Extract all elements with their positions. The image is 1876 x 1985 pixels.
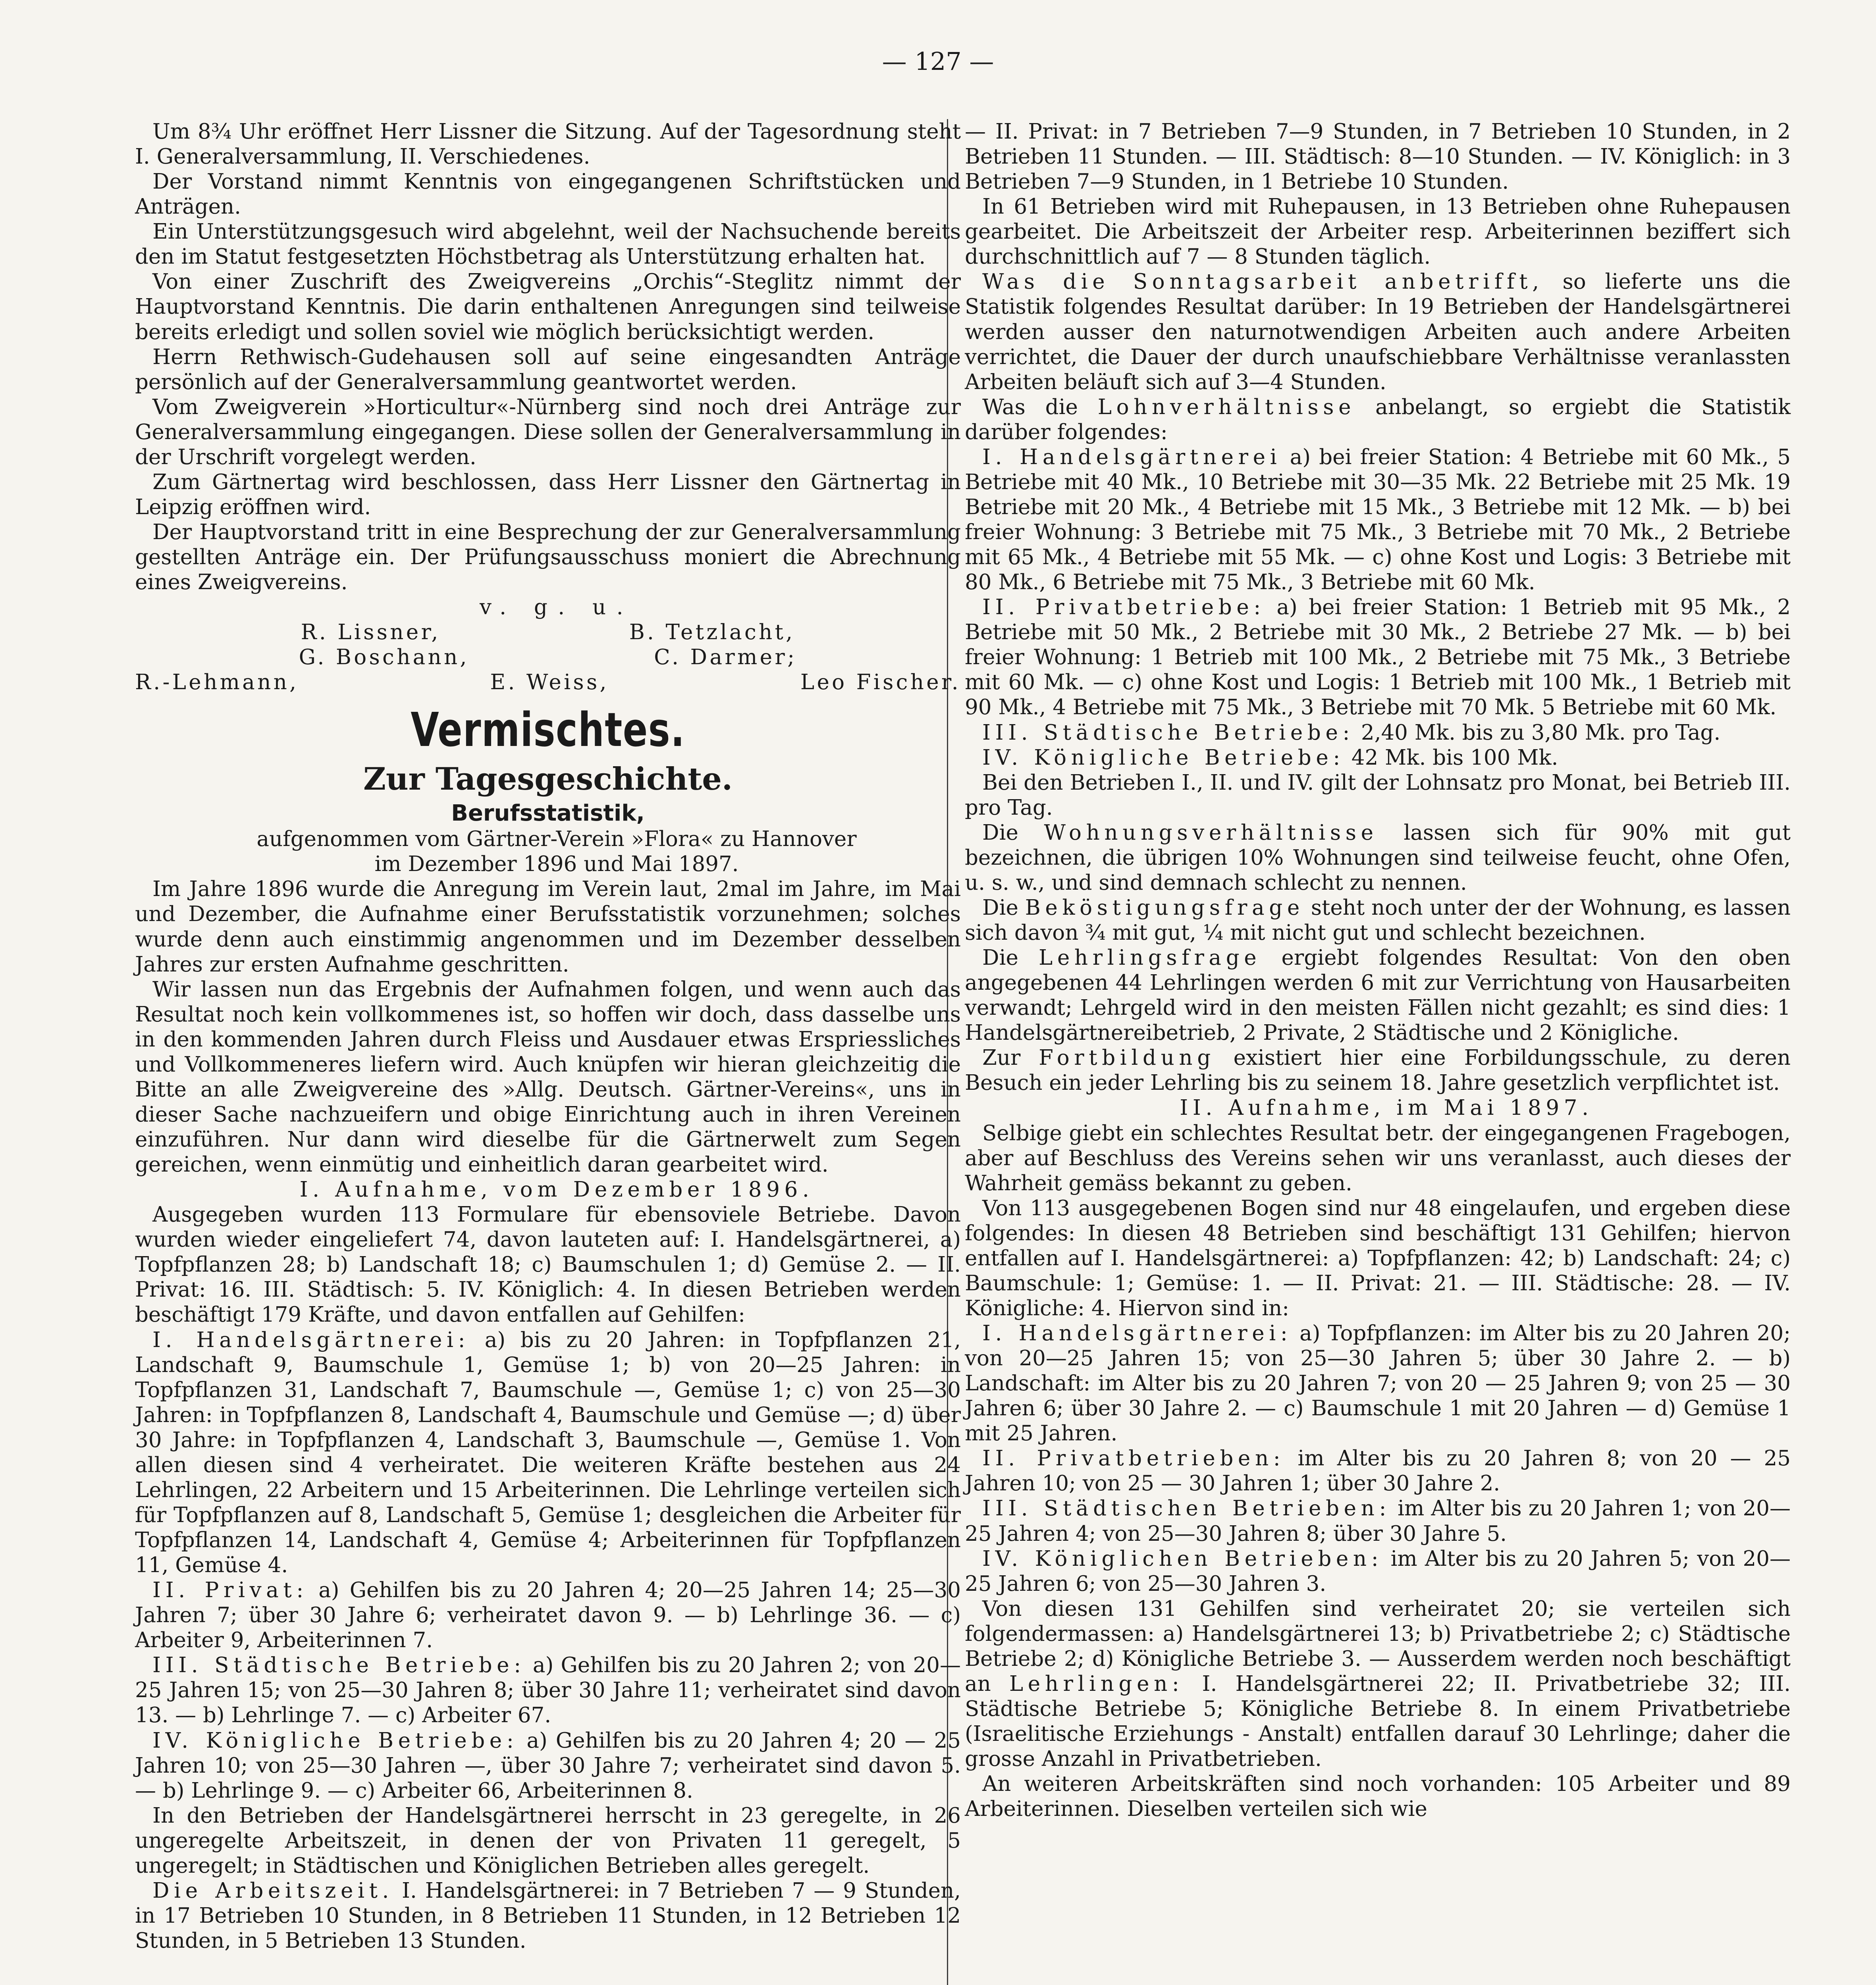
spaced-term: I. Handelsgärtnerei — [982, 445, 1282, 469]
paragraph — [135, 1578, 961, 1653]
paragraph — [135, 1728, 961, 1803]
article-title: Berufsstatistik, — [451, 800, 645, 826]
paragraph — [965, 895, 1791, 945]
spaced-term: I. Handelsgärtnerei: — [982, 1321, 1292, 1345]
signature-row — [135, 620, 961, 645]
paragraph: Der Vorstand nimmt Kenntnis von eingegangenen Schriftstücken und Anträgen. — [135, 170, 961, 219]
paragraph — [135, 1653, 961, 1728]
paragraph-text: Von diesen 131 Gehilfen sind verheiratet 20; sie verteilen sich folgendermassen: a) Handelsgärtnerei 13; b) Privatbetriebe 2; c) Städtische Betriebe 2; d) Königliche Betriebe 3. — Ausserdem werden noch beschäftigt an — [965, 1596, 1791, 1696]
paragraph-text: im Alter bis zu 20 Jahren 5; von 20—25 Jahren 6; von 25—30 Jahren 3. — [965, 1546, 1791, 1596]
paragraph-text: Die — [982, 895, 1025, 920]
paragraph-text: im Alter bis zu 20 Jahren 1; von 20—25 Jahren 4; von 25—30 Jahren 8; über 30 Jahre 5. — [965, 1496, 1791, 1546]
page-number: — 127 — — [882, 47, 994, 76]
paragraph — [135, 1878, 961, 1953]
paragraph-text: a) Gehilfen bis zu 20 Jahren 4; 20—25 Jahren 14; 25—30 Jahren 7; über 30 Jahre 6; verheiratet davon 9. — b) Lehrlinge 36. — c) Arbeiter 9, Arbeiterinnen 7. — [135, 1578, 961, 1653]
paragraph-text: a) bei freier Station: 4 Betriebe mit 60 Mk., 5 Betriebe mit 40 Mk., 10 Betriebe mit 30—35 Mk. 22 Betriebe mit 25 Mk. 19 Betriebe mit 20 Mk., 4 Betriebe mit 15 Mk., 3 Betriebe mit 12 Mk. — b) bei freier Wohnung: 3 Betriebe mit 75 Mk., 3 Betriebe mit 70 Mk., 2 Betriebe mit 65 Mk., 4 Betriebe mit 55 Mk. — c) ohne Kost und Logis: 3 Betriebe mit 80 Mk., 6 Betriebe mit 75 Mk., 3 Betriebe mit 60 Mk. — [965, 445, 1791, 595]
left-column — [135, 119, 961, 1953]
paragraph: — II. Privat: in 7 Betrieben 7—9 Stunden, in 7 Betrieben 10 Stunden, in 2 Betrieben 11 Stunden. — III. Städtisch: 8—10 Stunden. — IV. Königlich: in 3 Betrieben 7—9 Stunden, in 1 Betriebe 10 Stunden. — [965, 119, 1791, 194]
paragraph-text: Was die — [982, 395, 1098, 419]
paragraph-text: a) Gehilfen bis zu 20 Jahren 2; von 20—25 Jahren 15; von 25—30 Jahren 8; über 30 Jahre 11; verheiratet sind davon 13. — b) Lehrlinge 7. — c) Arbeiter 67. — [135, 1653, 961, 1728]
paragraph: Ein Unterstützungsgesuch wird abgelehnt, weil der Nachsuchende bereits den im Statut festgesetzten Höchstbetrag als Unterstützung erhalten hat. — [135, 220, 961, 269]
signatory: R.-Lehmann, — [135, 670, 299, 695]
signatory: B. Tetzlacht, — [629, 620, 795, 645]
subsection-heading: Zur Tagesgeschichte. — [363, 761, 733, 798]
spaced-term: II. Privat: — [152, 1578, 308, 1603]
paragraph — [965, 1546, 1791, 1596]
paragraph — [965, 745, 1791, 770]
paragraph: Vom Zweigverein »Horticultur«-Nürnberg sind noch drei Anträge zur Generalversammlung eingegangen. Diese sollen der Generalversammlung in der Urschrift vorgelegt werden. — [135, 395, 961, 469]
paragraph: In den Betrieben der Handelsgärtnerei herrscht in 23 geregelte, in 26 ungeregelte Arbeitszeit, in denen der von Privaten 11 geregelt, 5 ungeregelt; in Städtischen und Königlichen Betrieben alles geregelt. — [135, 1803, 961, 1878]
spaced-term: Lehrlingen: — [1009, 1671, 1184, 1696]
spaced-term: Wohnungsverhältnisse — [1044, 820, 1378, 845]
survey-heading-text: I. Aufnahme, vom Dezember 1896. — [299, 1178, 814, 1202]
paragraph-text: lassen sich für 90% mit gut bezeichnen, die übrigen 10% Wohnungen sind teilweise feucht, ohne Ofen, u. s. w., und sind demnach schlecht zu nennen. — [965, 820, 1791, 895]
paragraph — [965, 1446, 1791, 1496]
spaced-term: Lehrlingsfrage — [1039, 946, 1261, 970]
paragraph — [965, 1321, 1791, 1446]
paragraph: Im Jahre 1896 wurde die Anregung im Verein laut, 2mal im Jahre, im Mai und Dezember, die Aufnahme einer Berufsstatistik vorzunehmen; solches wurde denn auch einstimmig angenommen und im Dezember desselben Jahres zur ersten Aufnahme geschritten. — [135, 877, 961, 977]
paragraph — [965, 445, 1791, 595]
spaced-term: Fortbildung — [1039, 1046, 1215, 1070]
paragraph-text: anbelangt, so ergiebt die Statistik darüber folgendes: — [965, 395, 1791, 444]
signatory: R. Lissner, — [301, 620, 441, 645]
paragraph — [135, 1328, 961, 1578]
paragraph — [965, 1596, 1791, 1771]
paragraph-text: im Alter bis zu 20 Jahren 8; von 20 — 25 Jahren 10; von 25 — 30 Jahren 1; über 30 Jahre 2. — [965, 1446, 1791, 1496]
paragraph: Zum Gärtnertag wird beschlossen, dass Herr Lissner den Gärtnertag in Leipzig eröffnen wird. — [135, 470, 961, 519]
spaced-term: II. Privatbetriebe: — [982, 595, 1265, 620]
survey-heading — [965, 1095, 1791, 1120]
spaced-term: II. Privatbetrieben: — [982, 1446, 1285, 1471]
signatory: Leo Fischer. — [800, 670, 961, 695]
paragraph: Von 113 ausgegebenen Bogen sind nur 48 eingelaufen, und ergeben diese folgendes: In diesen 48 Betrieben sind beschäftigt 131 Gehilfen; hiervon entfallen auf I. Handelsgärtnerei: a) Topfpflanzen: 42; b) Landschaft: 24; c) Baumschule: 1; Gemüse: 1. — II. Privat: 21. — III. Städtische: 28. — IV. Königliche: 4. Hiervon sind in: — [965, 1196, 1791, 1320]
signatory: C. Darmer; — [654, 645, 797, 670]
paragraph-text: I. Handelsgärtnerei: in 7 Betrieben 7 — 9 Stunden, in 17 Betrieben 10 Stunden, in 8 Betrieben 11 Stunden, in 12 Betrieben 12 Stunden, in 5 Betrieben 13 Stunden. — [135, 1878, 961, 1953]
signature-row — [135, 670, 961, 695]
paragraph-text: a) Topfpflanzen: im Alter bis zu 20 Jahren 20; von 20—25 Jahren 15; von 25—30 Jahren 5; über 30 Jahre 2. — b) Landschaft: im Alter bis zu 20 Jahren 7; von 20 — 25 Jahren 9; von 25 — 30 Jahren 6; über 30 Jahre 2. — c) Baumschule 1 mit 20 Jahren — d) Gemüse 1 mit 25 Jahren. — [965, 1321, 1791, 1446]
right-column — [965, 119, 1791, 1821]
paragraph-text: existiert hier eine Forbildungsschule, zu deren Besuch ein jeder Lehrling bis zu seinem 18. Jahre gesetzlich verpflichtet ist. — [965, 1046, 1791, 1095]
paragraph: Der Hauptvorstand tritt in eine Besprechung der zur Generalversammlung gestellten Anträge ein. Der Prüfungsausschuss moniert die Abrechnung eines Zweigvereins. — [135, 520, 961, 595]
paragraph — [965, 269, 1791, 394]
paragraph: Wir lassen nun das Ergebnis der Aufnahmen folgen, und wenn auch das Resultat noch kein vollkommenes ist, so hoffen wir doch, dass dasselbe uns in den kommenden Jahren durch Fleiss und Ausdauer etwas Erspriessliches und Vollkommeneres liefern wird. Auch knüpfen wir hieran gleichzeitig die Bitte an alle Zweigvereine des »Allg. Deutsch. Gärtner-Vereins«, uns in dieser Sache nachzueifern und obige Einrichtung auch in ihren Vereinen einzuführen. Nur dann wird dieselbe für die Gärtnerwelt zum Segen gereichen, wenn einmütig und einheitlich daran gearbeitet wird. — [135, 977, 961, 1177]
paragraph-text: a) bei freier Station: 1 Betrieb mit 95 Mk., 2 Betriebe mit 50 Mk., 2 Betriebe mit 30 Mk., 2 Betriebe 27 Mk. — b) bei freier Wohnung: 1 Betrieb mit 100 Mk., 2 Betriebe mit 75 Mk., 3 Betriebe mit 60 Mk. — c) ohne Kost und Logis: 1 Betrieb mit 100 Mk., 1 Betrieb mit 90 Mk., 4 Betriebe mit 75 Mk., 3 Betriebe mit 70 Mk. 5 Betriebe mit 60 Mk. — [965, 595, 1791, 720]
article-subtitle: aufgenommen vom Gärtner-Verein »Flora« zu Hannover — [256, 827, 857, 852]
article-subtitle: im Dezember 1896 und Mai 1897. — [374, 852, 739, 877]
spaced-term: III. Städtische Betriebe: — [982, 720, 1355, 745]
spaced-term: III. Städtische Betriebe: — [152, 1653, 526, 1678]
paragraph: Bei den Betrieben I., II. und IV. gilt der Lohnsatz pro Monat, bei Betrieb III. pro Tag. — [965, 770, 1791, 820]
signatory: E. Weiss, — [490, 670, 609, 695]
paragraph-text: steht noch unter der der Wohnung, es lassen sich davon ¾ mit gut, ¼ mit nicht gut und schlecht bezeichnen. — [965, 895, 1791, 945]
paragraph-text: a) Gehilfen bis zu 20 Jahren 4; 20 — 25 Jahren 10; von 25—30 Jahren —, über 30 Jahre 7; verheiratet sind davon 5. — b) Lehrlinge 9. — c) Arbeiter 66, Arbeiterinnen 8. — [135, 1728, 961, 1803]
paragraph-text: ergiebt folgendes Resultat: Von den oben angegebenen 44 Lehrlingen werden 6 mit zur Verrichtung von Hausarbeiten verwandt; Lehrgeld wird in den meisten Fällen nicht gezahlt; es sind dies: 1 Handelsgärtnereibetrieb, 2 Private, 2 Städtische und 2 Königliche. — [965, 946, 1791, 1045]
paragraph — [965, 595, 1791, 720]
paragraph-text: Die — [982, 946, 1039, 970]
paragraph — [965, 1496, 1791, 1546]
signature-vgu: v. g. u. — [480, 595, 634, 620]
spaced-term: I. Handelsgärtnerei: — [152, 1328, 470, 1352]
spaced-term: Was die Sonntagsarbeit anbetrifft, — [982, 270, 1544, 294]
paragraph — [965, 1045, 1791, 1095]
paragraph-text: Zur — [982, 1046, 1039, 1070]
paragraph — [965, 395, 1791, 445]
paragraph: Ausgegeben wurden 113 Formulare für ebensoviele Betriebe. Davon wurden wieder eingeliefert 74, davon lauteten auf: I. Handelsgärtnerei, a) Topfpflanzen 28; b) Landschaft 18; c) Baumschulen 1; d) Gemüse 2. — II. Privat: 16. III. Städtisch: 5. IV. Königlich: 4. In diesen Betrieben werden beschäftigt 179 Kräfte, und davon entfallen auf Gehilfen: — [135, 1203, 961, 1327]
signatory: G. Boschann, — [299, 645, 469, 670]
paragraph — [965, 945, 1791, 1045]
paragraph-text: so lieferte uns die Statistik folgendes Resultat darüber: In 19 Betrieben der Handelsgärtnerei werden ausser den naturnotwendigen Arbeiten auch andere Arbeiten verrichtet, die Dauer der durch unaufschiebbare Verhältnisse veranlassten Arbeiten beläuft sich auf 3—4 Stunden. — [965, 270, 1791, 394]
spaced-term: IV. Königliche Betriebe: — [982, 745, 1345, 770]
section-heading: Vermischtes. — [411, 702, 685, 757]
spaced-term: Die Arbeitszeit. — [152, 1878, 394, 1903]
signature-row — [135, 645, 961, 670]
paragraph-text: I. Handelsgärtnerei 22; II. Privatbetriebe 32; III. Städtische Betriebe 5; Königliche Betriebe 8. In einem Privatbetriebe (Israelitische Erziehungs - Anstalt) entfallen darauf 30 Lehrlinge; daher die grosse Anzahl in Privatbetrieben. — [965, 1671, 1791, 1771]
paragraph: Herrn Rethwisch-Gudehausen soll auf seine eingesandten Anträge persönlich auf der Generalversammlung geantwortet werden. — [135, 345, 961, 394]
spaced-term: IV. Königlichen Betrieben: — [982, 1546, 1383, 1571]
spaced-term: Beköstigungsfrage — [1025, 895, 1304, 920]
spaced-term: Lohnverhältnisse — [1097, 395, 1356, 419]
paragraph: In 61 Betrieben wird mit Ruhepausen, in 13 Betrieben ohne Ruhepausen gearbeitet. Die Arbeitszeit der Arbeiter resp. Arbeiterinnen beziffert sich durchschnittlich auf 7 — 8 Stunden täglich. — [965, 195, 1791, 269]
paragraph: An weiteren Arbeitskräften sind noch vorhanden: 105 Arbeiter und 89 Arbeiterinnen. Dieselben verteilen sich wie — [965, 1772, 1791, 1821]
paragraph-text: 2,40 Mk. bis zu 3,80 Mk. pro Tag. — [1354, 720, 1721, 745]
spaced-term: III. Städtischen Betrieben: — [982, 1496, 1391, 1521]
paragraph: Um 8¾ Uhr eröffnet Herr Lissner die Sitzung. Auf der Tagesordnung steht I. Generalversammlung, II. Verschiedenes. — [135, 119, 961, 169]
spaced-term: IV. Königliche Betriebe: — [152, 1728, 519, 1753]
survey-heading-text: II. Aufnahme, im Mai 1897. — [1180, 1096, 1593, 1120]
paragraph: Von einer Zuschrift des Zweigvereins „Orchis“-Steglitz nimmt der Hauptvorstand Kenntnis. Die darin enthaltenen Anregungen sind teilweise bereits erledigt und sollen soviel wie möglich berücksichtigt werden. — [135, 270, 961, 344]
survey-heading — [135, 1177, 961, 1202]
paragraph-text: a) bis zu 20 Jahren: in Topfpflanzen 21, Landschaft 9, Baumschule 1, Gemüse 1; b) von 20—25 Jahren: in Topfpflanzen 31, Landschaft 7, Baumschule —, Gemüse 1; c) von 25—30 Jahren: in Topfpflanzen 8, Landschaft 4, Baumschule und Gemüse —; d) über 30 Jahre: in Topfpflanzen 4, Landschaft 3, Baumschule —, Gemüse 1. Von allen diesen sind 4 verheiratet. Die weiteren Kräfte bestehen aus 24 Lehrlingen, 22 Arbeitern und 15 Arbeiterinnen. Die Lehrlinge verteilen sich für Topfpflanzen auf 8, Landschaft 5, Gemüse 1; desgleichen die Arbeiter für Topfpflanzen 14, Landschaft 4, Gemüse 4; Arbeiterinnen für Topfpflanzen 11, Gemüse 4. — [135, 1328, 961, 1578]
paragraph-text: Die — [982, 820, 1044, 845]
paragraph: Selbige giebt ein schlechtes Resultat betr. der eingegangenen Fragebogen, aber auf Beschluss des Vereins sehen wir uns veranlasst, auch dieses der Wahrheit gemäss bekannt zu geben. — [965, 1121, 1791, 1195]
paragraph-text: 42 Mk. bis 100 Mk. — [1344, 745, 1558, 770]
paragraph — [965, 720, 1791, 745]
paragraph — [965, 820, 1791, 895]
